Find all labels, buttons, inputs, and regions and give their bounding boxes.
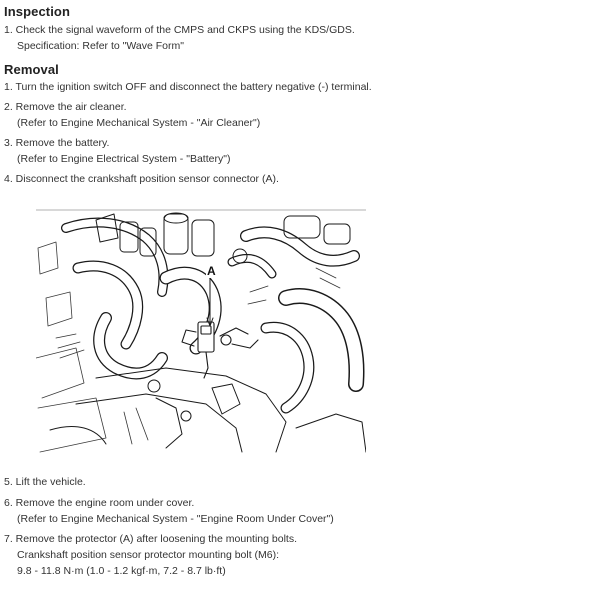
inspection-step-1: 1. Check the signal waveform of the CMPS and CKPS using the KDS/GDS. (4, 24, 355, 36)
removal-step-7: 7. Remove the protector (A) after loosening the mounting bolts. (4, 533, 297, 545)
removal-step-4: 4. Disconnect the crankshaft position sensor connector (A). (4, 173, 279, 185)
removal-step-2: 2. Remove the air cleaner. (4, 101, 127, 113)
engine-diagram (36, 208, 366, 453)
inspection-specification: Specification: Refer to "Wave Form" (17, 40, 184, 52)
removal-step-6: 6. Remove the engine room under cover. (4, 497, 195, 509)
removal-step-3: 3. Remove the battery. (4, 137, 110, 149)
removal-step-6-reference: (Refer to Engine Mechanical System - "Engine Room Under Cover") (17, 513, 334, 525)
protector-bolt-torque-value: 9.8 - 11.8 N·m (1.0 - 1.2 kgf·m, 7.2 - 8.7 lb·ft) (17, 565, 226, 577)
removal-step-5: 5. Lift the vehicle. (4, 476, 86, 488)
figure-label-a: A (207, 264, 216, 278)
removal-step-1: 1. Turn the ignition switch OFF and disconnect the battery negative (-) terminal. (4, 81, 372, 93)
inspection-heading: Inspection (4, 4, 71, 19)
removal-step-3-reference: (Refer to Engine Electrical System - "Battery") (17, 153, 231, 165)
protector-bolt-spec-label: Crankshaft position sensor protector mounting bolt (M6): (17, 549, 280, 561)
removal-heading: Removal (4, 62, 59, 77)
removal-step-2-reference: (Refer to Engine Mechanical System - "Air Cleaner") (17, 117, 261, 129)
